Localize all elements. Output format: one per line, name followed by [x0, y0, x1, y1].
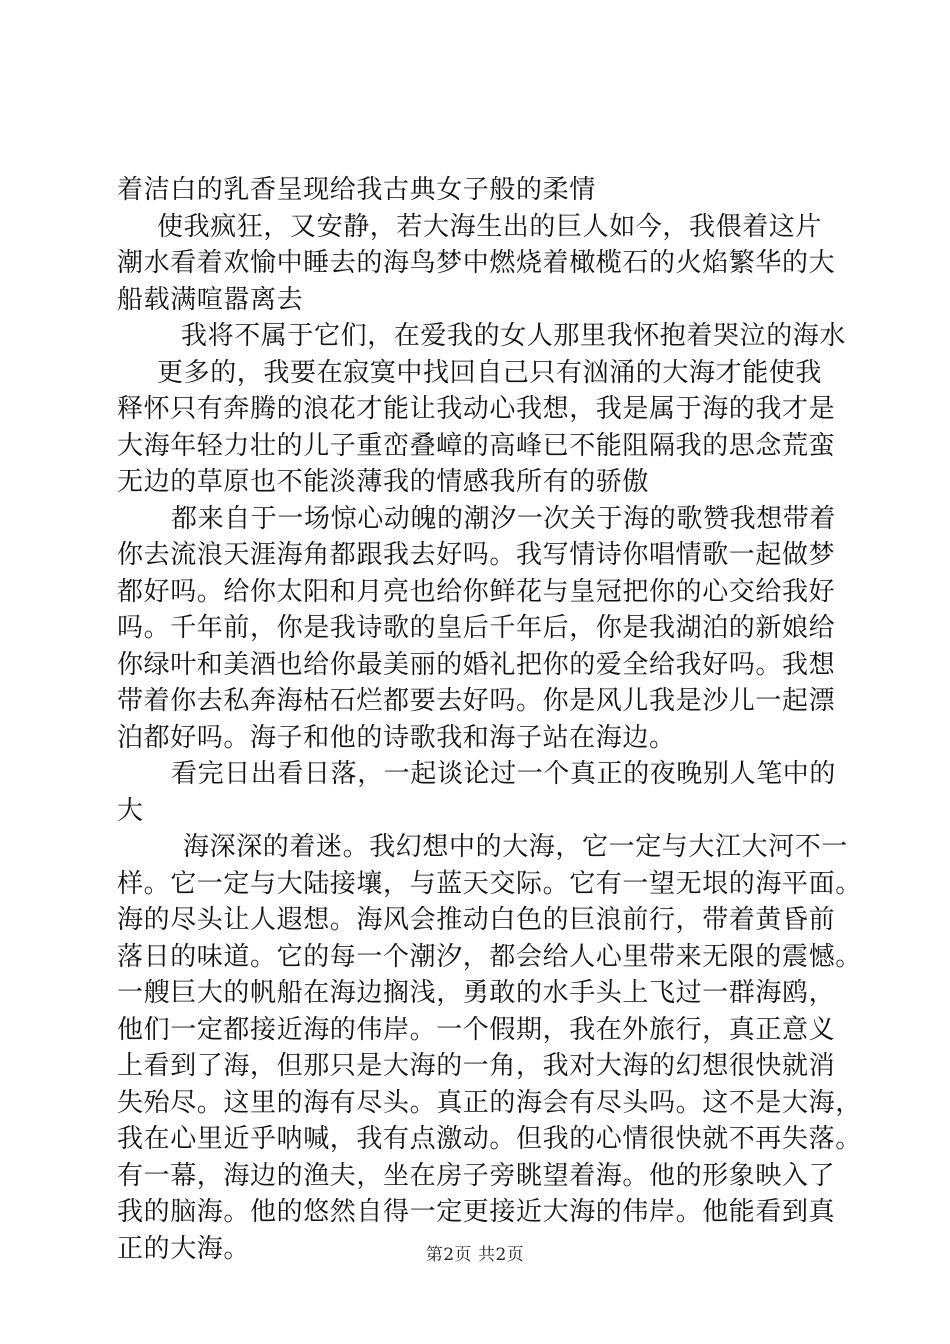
text-line: 更多的，我要在寂寞中找回自己只有汹涌的大海才能使我	[157, 357, 823, 388]
text-line: 一艘巨大的帆船在海边搁浅，勇敢的水手头上飞过一群海鸥，	[117, 978, 836, 1008]
text-line: 我的脑海。他的悠然自得一定更接近大海的伟岸。他能看到真	[117, 1197, 836, 1227]
text-line: 都好吗。给你太阳和月亮也给你鲜花与皇冠把你的心交给我好	[117, 576, 836, 607]
page-footer	[0, 1244, 950, 1266]
text-line: 我在心里近乎呐喊，我有点激动。但我的心情很快就不再失落。	[117, 1124, 862, 1154]
text-line: 无边的草原也不能淡薄我的情感我所有的骄傲	[117, 467, 650, 497]
text-line: 他们一定都接近海的伟岸。一个假期，我在外旅行，真正意义	[117, 1014, 836, 1045]
text-line: 你去流浪天涯海角都跟我去好吗。我写情诗你唱情歌一起做梦	[117, 540, 836, 570]
text-line: 正的大海。	[117, 1233, 251, 1264]
page-number-indicator: 第2页 共2页	[425, 1245, 525, 1265]
text-line: 吗。千年前，你是我诗歌的皇后千年后，你是我湖泊的新娘给	[117, 613, 836, 643]
text-line: 船载满喧嚣离去	[117, 284, 304, 315]
text-line: 看完日出看日落，一起谈论过一个真正的夜晚别人笔中的	[171, 759, 837, 789]
text-line: 着洁白的乳香呈现给我古典女子般的柔情	[117, 175, 596, 205]
text-line: 都来自于一场惊心动魄的潮汐一次关于海的歌赞我想带着	[171, 503, 837, 534]
text-line: 带着你去私奔海枯石烂都要去好吗。你是风儿我是沙儿一起漂	[117, 686, 836, 716]
text-line: 使我疯狂，又安静，若大海生出的巨人如今，我偎着这片	[157, 211, 823, 242]
text-line: 失殆尽。这里的海有尽头。真正的海会有尽头吗。这不是大海，	[117, 1087, 862, 1118]
document-body	[117, 172, 862, 1267]
text-line: 潮水看着欢愉中睡去的海鸟梦中燃烧着橄榄石的火焰繁华的大	[117, 248, 836, 278]
text-line: 释怀只有奔腾的浪花才能让我动心我想，我是属于海的我才是	[117, 394, 836, 424]
text-line: 落日的味道。它的每一个潮汐，都会给人心里带来无限的震憾。	[117, 941, 862, 972]
text-line: 有一幕，海边的渔夫，坐在房子旁眺望着海。他的形象映入了	[117, 1160, 836, 1191]
text-line: 上看到了海，但那只是大海的一角，我对大海的幻想很快就消	[117, 1051, 836, 1081]
text-line: 大	[117, 795, 144, 826]
text-line: 海深深的着迷。我幻想中的大海，它一定与大江大河不一	[183, 832, 849, 862]
text-line: 你绿叶和美酒也给你最美丽的婚礼把你的爱全给我好吗。我想	[117, 649, 836, 680]
text-line: 大海年轻力壮的儿子重峦叠嶂的高峰已不能阻隔我的思念荒蛮	[117, 430, 836, 461]
text-line: 样。它一定与大陆接壤，与蓝天交际。它有一望无垠的海平面。	[117, 868, 862, 899]
text-line: 我将不属于它们，在爱我的女人那里我怀抱着哭泣的海水	[181, 321, 847, 351]
text-line: 泊都好吗。海子和他的诗歌我和海子站在海边。	[117, 722, 676, 753]
text-line: 海的尽头让人遐想。海风会推动白色的巨浪前行，带着黄昏前	[117, 905, 836, 935]
